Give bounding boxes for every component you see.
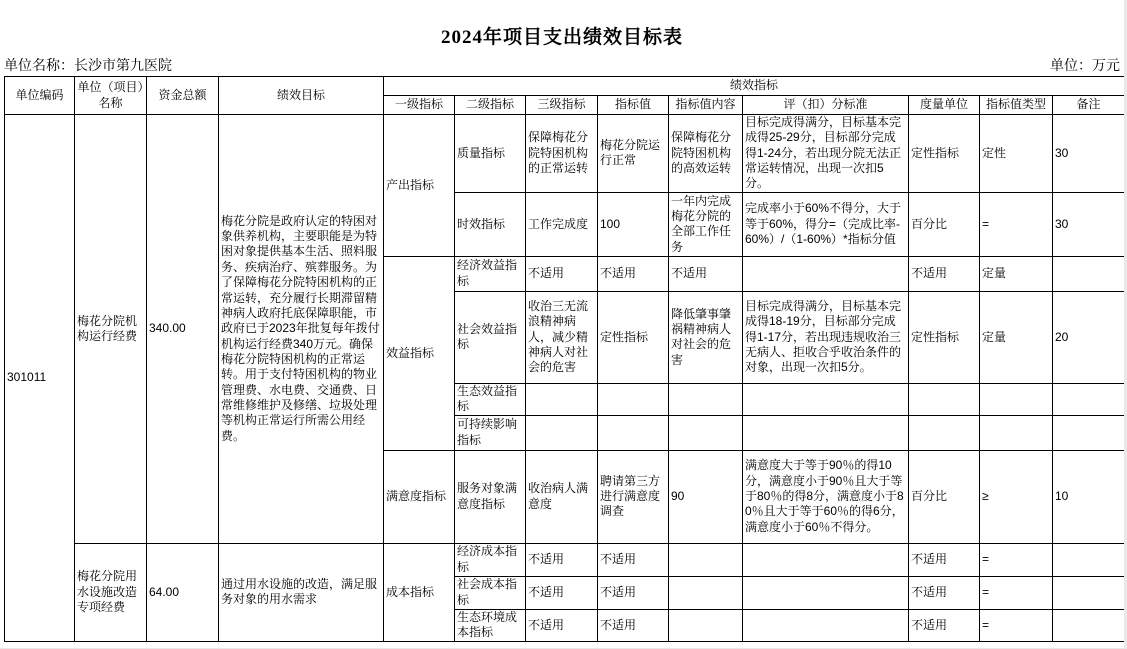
header-level3: 三级指标 xyxy=(526,96,598,115)
cell-scoring-standard xyxy=(743,576,909,609)
cell-indicator-value: 聘请第三方进行满意度调查 xyxy=(598,450,669,543)
cell-measure-unit: 不适用 xyxy=(909,576,980,609)
header-level2: 二级指标 xyxy=(455,96,526,115)
cell-scoring-standard xyxy=(743,609,909,641)
cell-value-type xyxy=(980,383,1053,415)
cell-indicator-content: 一年内完成梅花分院的全部工作任务 xyxy=(669,192,743,256)
cell-level3-indicator: 不适用 xyxy=(526,256,598,291)
cell-level3-indicator: 不适用 xyxy=(526,543,598,576)
cell-value-type: = xyxy=(980,192,1053,256)
cell-measure-unit xyxy=(909,383,980,415)
cell-measure-unit: 百分比 xyxy=(909,450,980,543)
cell-measure-unit: 百分比 xyxy=(909,192,980,256)
header-performance-indicators: 绩效指标 xyxy=(384,77,1125,96)
cell-indicator-content xyxy=(669,609,743,641)
cell-scoring-standard: 满意度大于等于90％的得10分，满意度小于90％且大于等于80％的得8分，满意度小于80％且大于等于60％的得6分，满意度小于60％不得分。 xyxy=(743,450,909,543)
cell-level1-indicator: 效益指标 xyxy=(384,256,455,450)
cell-level3-indicator: 工作完成度 xyxy=(526,192,598,256)
cell-indicator-content: 保障梅花分院特困机构的高效运转 xyxy=(669,115,743,193)
header-scoring-standard: 评（扣）分标准 xyxy=(743,96,909,115)
cell-level2-indicator: 生态效益指标 xyxy=(455,383,526,415)
cell-level3-indicator: 收治病人满意度 xyxy=(526,450,598,543)
cell-measure-unit: 定性指标 xyxy=(909,115,980,193)
cell-level3-indicator: 收治三无流浪精神病人，减少精神病人对社会的危害 xyxy=(526,291,598,383)
cell-remark: 30 xyxy=(1053,192,1125,256)
cell-level3-indicator xyxy=(526,415,598,450)
meta-row xyxy=(0,49,1124,76)
cell-indicator-content xyxy=(669,415,743,450)
cell-indicator-content: 降低肇事肇祸精神病人对社会的危害 xyxy=(669,291,743,383)
cell-level2-indicator: 经济成本指标 xyxy=(455,543,526,576)
cell-amount: 340.00 xyxy=(147,115,219,544)
cell-unit-code: 301011 xyxy=(5,115,75,642)
cell-remark xyxy=(1053,256,1125,291)
cell-indicator-value xyxy=(598,415,669,450)
cell-value-type: = xyxy=(980,576,1053,609)
cell-remark: 10 xyxy=(1053,450,1125,543)
table-row xyxy=(5,543,1125,576)
cell-value-type: = xyxy=(980,543,1053,576)
cell-value-type: 定量 xyxy=(980,291,1053,383)
cell-level2-indicator: 时效指标 xyxy=(455,192,526,256)
cell-remark: 30 xyxy=(1053,115,1125,193)
header-indicator-value-type: 指标值类型 xyxy=(980,96,1053,115)
performance-target-table xyxy=(4,76,1124,642)
cell-amount: 64.00 xyxy=(147,543,219,641)
cell-measure-unit: 不适用 xyxy=(909,609,980,641)
header-remark: 备注 xyxy=(1053,96,1125,115)
cell-value-type: ≥ xyxy=(980,450,1053,543)
header-measure-unit: 度量单位 xyxy=(909,96,980,115)
cell-level3-indicator: 保障梅花分院特困机构的正常运转 xyxy=(526,115,598,193)
cell-level3-indicator: 不适用 xyxy=(526,609,598,641)
cell-indicator-value: 100 xyxy=(598,192,669,256)
cell-indicator-content xyxy=(669,543,743,576)
cell-measure-unit: 定性指标 xyxy=(909,291,980,383)
cell-indicator-value: 定性指标 xyxy=(598,291,669,383)
cell-scoring-standard: 目标完成得满分，目标基本完成得25-29分，目标部分完成得1-24分，若出现分院无法正常运转情况，出现一次扣5分。 xyxy=(743,115,909,193)
header-indicator-value: 指标值 xyxy=(598,96,669,115)
cell-level2-indicator: 质量指标 xyxy=(455,115,526,193)
cell-level2-indicator: 社会成本指标 xyxy=(455,576,526,609)
cell-value-type: 定性 xyxy=(980,115,1053,193)
unit-of-measure-label: 单位：万元 xyxy=(1050,57,1120,73)
cell-level3-indicator: 不适用 xyxy=(526,576,598,609)
cell-indicator-value xyxy=(598,383,669,415)
cell-scoring-standard xyxy=(743,543,909,576)
cell-remark xyxy=(1053,383,1125,415)
cell-level2-indicator: 可持续影响指标 xyxy=(455,415,526,450)
cell-indicator-value: 不适用 xyxy=(598,576,669,609)
header-performance-goal: 绩效目标 xyxy=(219,77,384,115)
cell-level2-indicator: 服务对象满意度指标 xyxy=(455,450,526,543)
header-total-fund: 资金总额 xyxy=(147,77,219,115)
cell-level1-indicator: 满意度指标 xyxy=(384,450,455,543)
cell-project-name: 梅花分院用水设施改造专项经费 xyxy=(75,543,147,641)
header-row-1 xyxy=(5,77,1125,96)
cell-level3-indicator xyxy=(526,383,598,415)
unit-name-label: 单位名称：长沙市第九医院 xyxy=(4,57,172,73)
cell-indicator-content xyxy=(669,576,743,609)
header-indicator-value-content: 指标值内容 xyxy=(669,96,743,115)
cell-indicator-value: 不适用 xyxy=(598,543,669,576)
cell-level2-indicator: 生态环境成本指标 xyxy=(455,609,526,641)
cell-indicator-value: 梅花分院运行正常 xyxy=(598,115,669,193)
header-project-name: 单位（项目）名称 xyxy=(75,77,147,115)
header-unit-code: 单位编码 xyxy=(5,77,75,115)
cell-level1-indicator: 成本指标 xyxy=(384,543,455,641)
cell-value-type: 定量 xyxy=(980,256,1053,291)
cell-indicator-content: 不适用 xyxy=(669,256,743,291)
cell-remark: 20 xyxy=(1053,291,1125,383)
cell-remark xyxy=(1053,543,1125,576)
table-row xyxy=(5,115,1125,193)
cell-indicator-value: 不适用 xyxy=(598,256,669,291)
cell-level2-indicator: 社会效益指标 xyxy=(455,291,526,383)
cell-measure-unit: 不适用 xyxy=(909,543,980,576)
cell-level2-indicator: 经济效益指标 xyxy=(455,256,526,291)
cell-value-type: = xyxy=(980,609,1053,641)
cell-indicator-value: 不适用 xyxy=(598,609,669,641)
cell-measure-unit xyxy=(909,415,980,450)
cell-value-type xyxy=(980,415,1053,450)
cell-level1-indicator: 产出指标 xyxy=(384,115,455,257)
cell-remark xyxy=(1053,576,1125,609)
cell-scoring-standard xyxy=(743,256,909,291)
page-title: 2024年项目支出绩效目标表 xyxy=(440,27,683,48)
cell-scoring-standard: 完成率小于60%不得分，大于等于60%，得分=（完成比率-60%）/（1-60%）*指标分值 xyxy=(743,192,909,256)
header-level1: 一级指标 xyxy=(384,96,455,115)
cell-scoring-standard xyxy=(743,383,909,415)
cell-scoring-standard: 目标完成得满分，目标基本完成得18-19分，目标部分完成得1-17分，若出现违规收治三无病人、拒收合乎收治条件的对象，出现一次扣5分。 xyxy=(743,291,909,383)
cell-project-name: 梅花分院机构运行经费 xyxy=(75,115,147,544)
cell-indicator-content: 90 xyxy=(669,450,743,543)
cell-goal: 通过用水设施的改造，满足服务对象的用水需求 xyxy=(219,543,384,641)
cell-measure-unit: 不适用 xyxy=(909,256,980,291)
cell-goal: 梅花分院是政府认定的特困对象供养机构，主要职能是为特困对象提供基本生活、照料服务、疾病治疗、殡葬服务。为了保障梅花分院特困机构的正常运转，充分履行长期滞留精神病人政府托底保障职能，市政府已于2023年批复每年拨付机构运行经费340万元。确保梅花分院特困机构的正常运转。用于支付特困机构的物业管理费、水电费、交通费、日常维修维护及修缮、垃圾处理等机构正常运行所需公用经费。 xyxy=(219,115,384,544)
cell-indicator-content xyxy=(669,383,743,415)
cell-remark xyxy=(1053,415,1125,450)
cell-remark xyxy=(1053,609,1125,641)
cell-scoring-standard xyxy=(743,415,909,450)
